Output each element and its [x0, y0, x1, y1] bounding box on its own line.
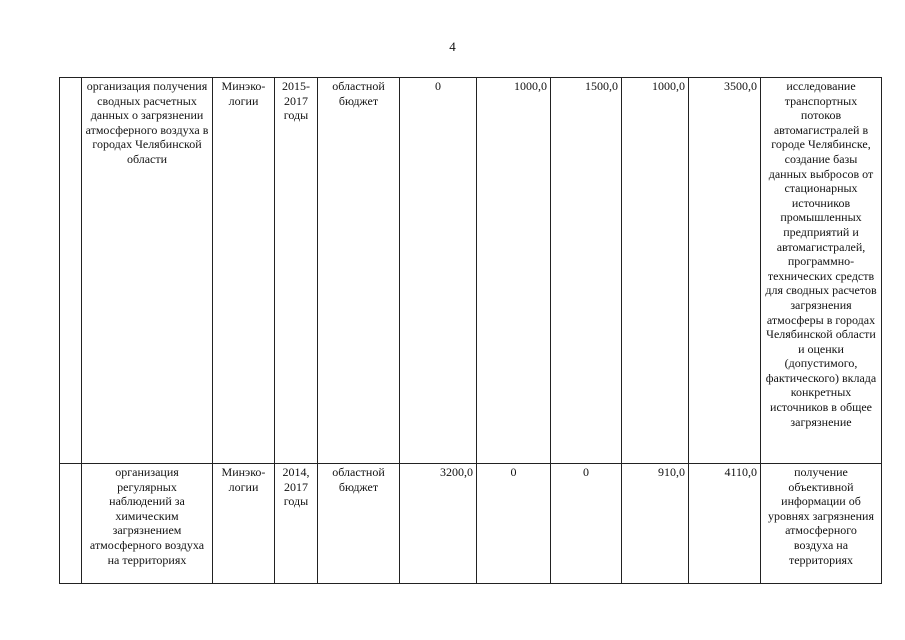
amount-2017-cell: 1000,0 — [622, 78, 689, 464]
amount-total-cell: 4110,0 — [689, 464, 761, 584]
funding-source-cell: областной бюджет — [318, 78, 400, 464]
expected-result-cell: получение объективной информации об уровнях загрязнения атмосферного воздуха на территориях — [761, 464, 882, 584]
executor-cell: Минэко-логии — [213, 78, 275, 464]
amount-2017-cell: 910,0 — [622, 464, 689, 584]
amount-2015-cell: 1000,0 — [477, 78, 551, 464]
term-cell: 2014, 2017 годы — [275, 464, 318, 584]
table-row — [60, 464, 882, 584]
amount-total-cell: 3500,0 — [689, 78, 761, 464]
amount-2014-cell: 3200,0 — [400, 464, 477, 584]
amount-2016-cell: 0 — [551, 464, 622, 584]
page-number: 4 — [449, 39, 456, 54]
row-number-cell — [60, 78, 82, 464]
amount-2016-cell: 1500,0 — [551, 78, 622, 464]
executor-cell: Минэко-логии — [213, 464, 275, 584]
funding-source-cell: областной бюджет — [318, 464, 400, 584]
amount-2014-cell: 0 — [400, 78, 477, 464]
measure-name-cell: организация регулярных наблюдений за химическим загрязнением атмосферного воздуха на территориях — [82, 464, 213, 584]
measure-name-cell: организация получения сводных расчетных данных о загрязнении атмосферного воздуха в городах Челябинской области — [82, 78, 213, 464]
term-cell: 2015-2017 годы — [275, 78, 318, 464]
expected-result-cell: исследование транспортных потоков автомагистралей в городе Челябинске, создание базы данных выбросов от стационарных источников промышленных предприятий и автомагистралей, программно-технических средств для сводных расчетов загрязнения атмосферы в городах Челябинской области и оценки (допустимого, фактического) вклада конкретных источников в общее загрязнение — [761, 78, 882, 464]
program-table — [59, 77, 882, 584]
table-row — [60, 78, 882, 464]
row-number-cell — [60, 464, 82, 584]
amount-2015-cell: 0 — [477, 464, 551, 584]
